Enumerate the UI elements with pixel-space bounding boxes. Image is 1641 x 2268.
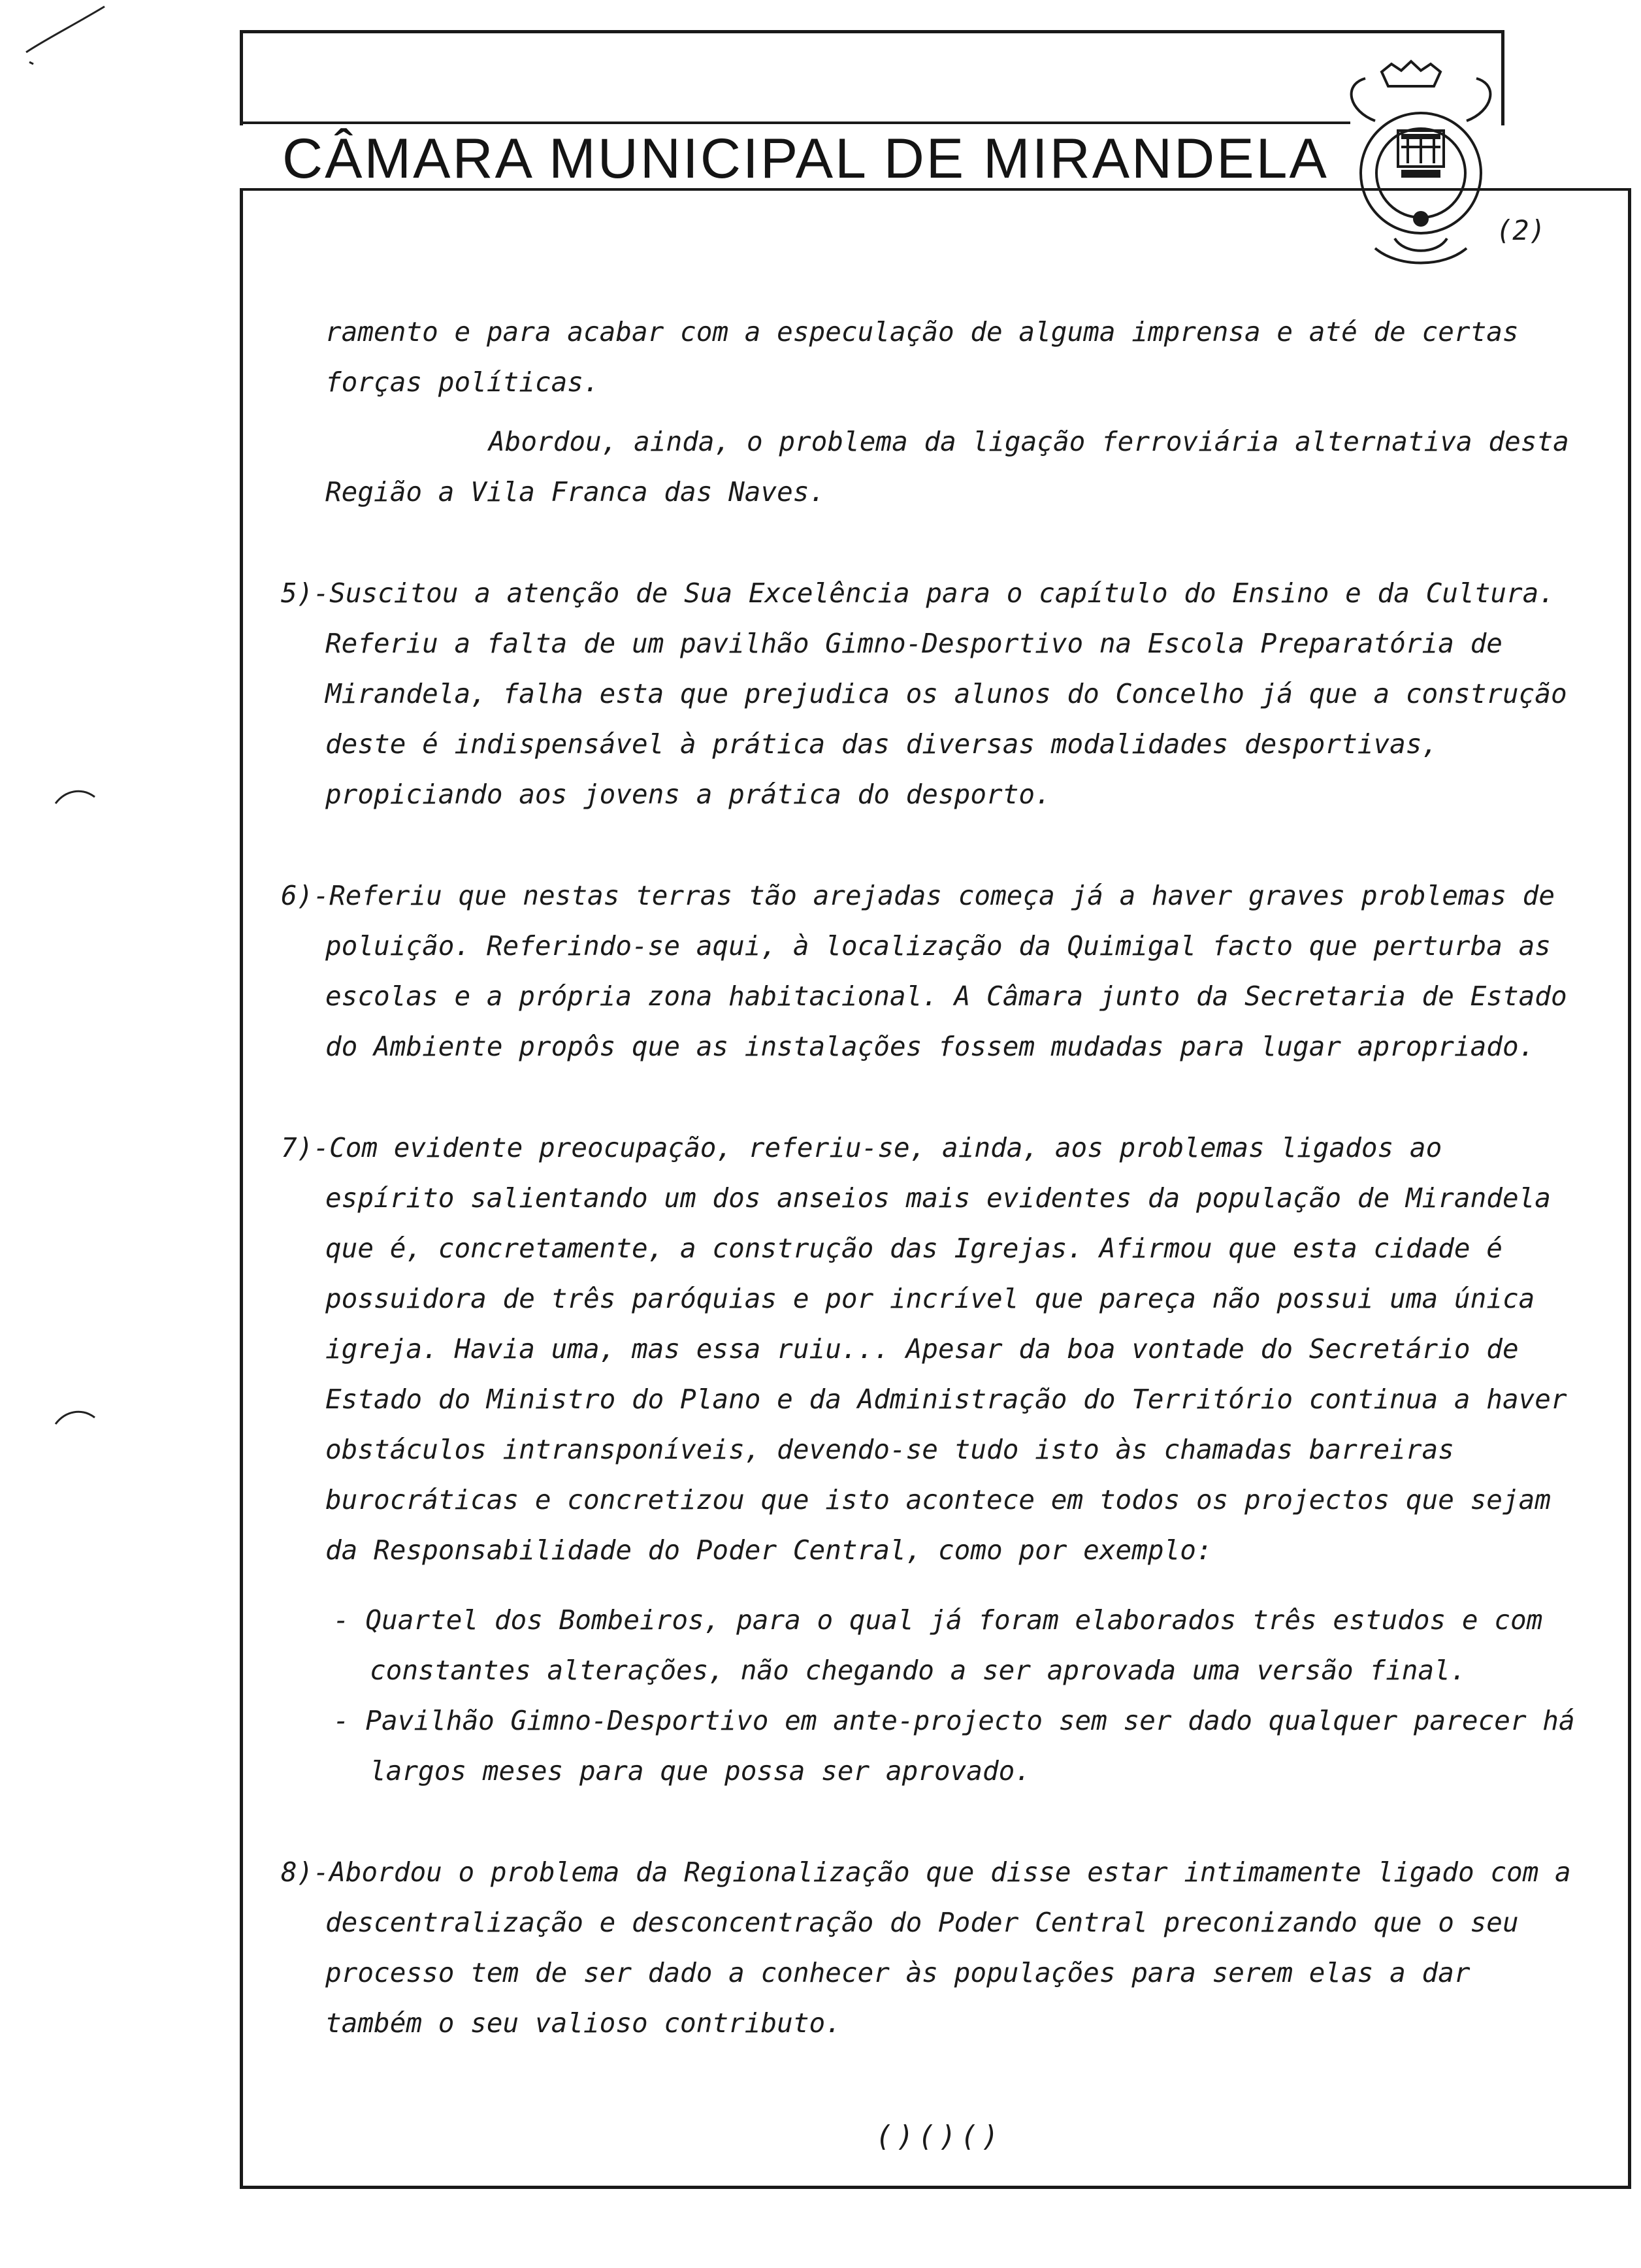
item-number: 6)- <box>281 880 330 911</box>
pen-mark-top-left <box>13 0 111 72</box>
item-text: Com evidente preocupação, referiu-se, ainda, aos problemas ligados ao espírito salientando um dos anseios mais evidentes da população de Mirandela que é, concretamente, a construção das Igrejas. Afirmou que esta cidade é possuidora de três paróquias e por incrível que pareça não possui uma única igreja. Havia uma, mas essa ruiu... Apesar da boa vontade do Secretário de Estado do Ministro do Plano e da Administração do Território continua a haver obstáculos intransponíveis, devendo-se tudo isto às chamadas barreiras burocráticas e concretizou que isto acontece em todos os projectos que sejam da Responsabilidade do Poder Central, como por exemplo: <box>325 1132 1567 1566</box>
item-text: Suscitou a atenção de Sua Excelência para o capítulo do Ensino e da Cultura. Referiu a falta de um pavilhão Gimno-Desportivo na Escola Preparatória de Mirandela, falha esta que prejudica os alunos do Concelho já que a construção deste é indispensável à prática das diversas modalidades desportivas, propiciando aos jovens a prática do desporto. <box>325 577 1567 810</box>
item-number: 5)- <box>281 577 330 609</box>
item-7 <box>281 1123 1581 1576</box>
item-text: Referiu que nestas terras tão arejadas começa já a haver graves problemas de poluição. Referindo-se aqui, à localização da Quimigal facto que perturba as escolas e a própria zona habitacional. A Câmara junto da Secretaria de Estado do Ambiente propôs que as instalações fossem mudadas para lugar apropriado. <box>325 880 1567 1062</box>
pen-mark-left-2 <box>52 1404 98 1431</box>
rail-paragraph: Abordou, ainda, o problema da ligação ferroviária alternativa desta Região a Vila Franca das Naves. <box>325 426 1569 508</box>
item-8 <box>281 1847 1581 2049</box>
header-frame <box>240 30 1504 125</box>
item-number: 8)- <box>281 1856 330 1888</box>
examples-list <box>333 1595 1581 1796</box>
page-number: (2) <box>1496 214 1546 246</box>
document-body <box>281 307 1581 2049</box>
item-6 <box>281 871 1581 1072</box>
item-5 <box>281 568 1581 820</box>
item-number: 7)- <box>281 1132 330 1163</box>
closing-marks: ()()() <box>875 2120 1003 2153</box>
list-item: - Quartel dos Bombeiros, para o qual já foram elaborados três estudos e com constantes alterações, não chegando a ser aprovada uma versão final. <box>333 1604 1543 1686</box>
continuation-paragraph: ramento e para acabar com a especulação de alguma imprensa e até de certas forças políticas. <box>325 316 1519 398</box>
item-text: Abordou o problema da Regionalização que disse estar intimamente ligado com a descentralização e desconcentração do Poder Central preconizando que o seu processo tem de ser dado a conhecer às populações para serem elas a dar também o seu valioso contributo. <box>325 1856 1571 2039</box>
municipality-title: CÂMARA MUNICIPAL DE MIRANDELA <box>282 127 1329 190</box>
list-item: - Pavilhão Gimno-Desportivo em ante-projecto sem ser dado qualquer parecer há largos meses para que possa ser aprovado. <box>333 1705 1575 1787</box>
pen-mark-left-1 <box>52 784 98 810</box>
coat-of-arms-seal <box>1336 59 1506 274</box>
